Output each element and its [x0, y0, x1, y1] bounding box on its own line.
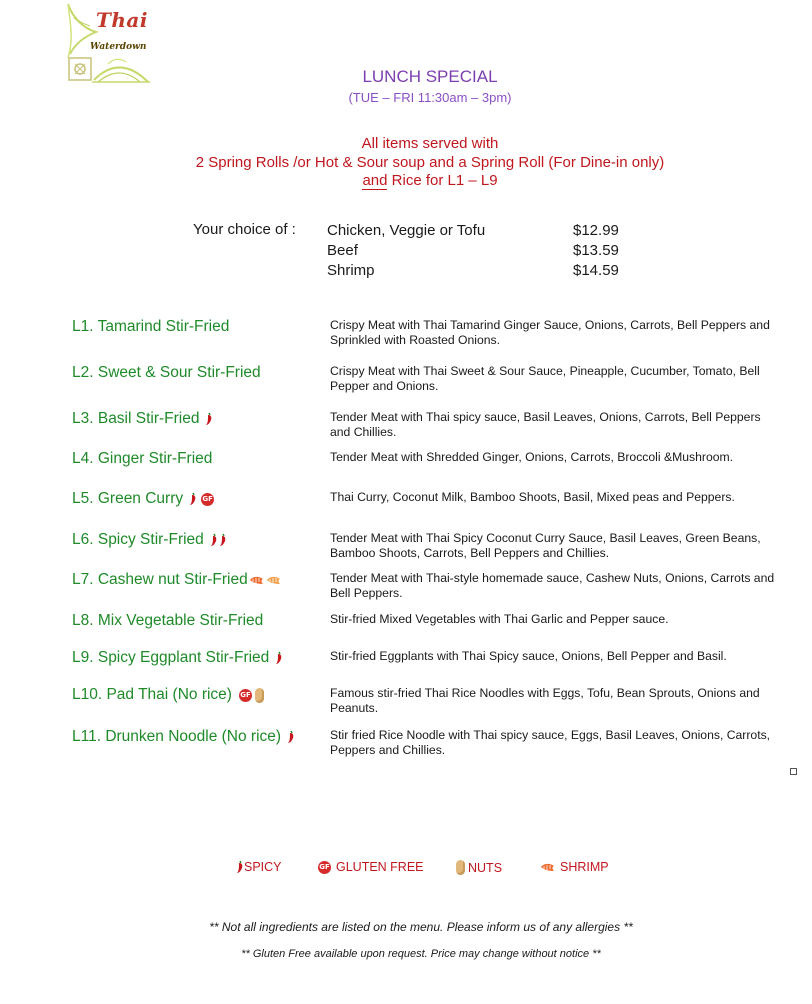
gluten-free-icon: GF — [201, 493, 214, 506]
menu-item-name — [72, 490, 214, 508]
choice-option-price: $13.59 — [573, 242, 619, 259]
gluten-free-icon: GF — [318, 861, 331, 874]
served-line-3 — [0, 172, 812, 191]
allergy-note: ** Not all ingredients are listed on the menu. Please inform us of any allergies ** — [209, 920, 633, 934]
legend-shrimp — [540, 860, 609, 874]
menu-item-description: Tender Meat with Thai-style homemade sauce, Cashew Nuts, Onions, Carrots and Bell Peppers. — [330, 571, 775, 600]
gluten-free-icon: GF — [239, 689, 252, 702]
legend-nuts — [456, 860, 502, 875]
choice-options — [327, 221, 485, 281]
chili-icon — [189, 492, 197, 506]
item-label: L11. Drunken Noodle (No rice) — [72, 728, 282, 745]
menu-item-description: Thai Curry, Coconut Milk, Bamboo Shoots, Basil, Mixed peas and Peppers. — [330, 490, 735, 504]
menu-item-name — [72, 612, 263, 630]
menu-item-name — [72, 450, 212, 468]
choice-option-price: $14.59 — [573, 262, 619, 279]
chili-icon — [219, 533, 227, 547]
chili-icon — [210, 533, 218, 547]
served-line-2: 2 Spring Rolls /or Hot & Sour soup and a Spring Roll (For Dine-in only) — [195, 153, 665, 171]
chili-icon — [236, 860, 244, 874]
choice-label: Your choice of : — [193, 221, 296, 238]
menu-item-description: Tender Meat with Thai Spicy Coconut Curry Sauce, Basil Leaves, Green Beans, Bamboo Shoots, Carrots, Bell Peppers and Chillies. — [330, 531, 761, 560]
item-label: L5. Green Curry — [72, 490, 184, 507]
menu-item-description: Stir fried Rice Noodle with Thai spicy sauce, Eggs, Basil Leaves, Onions, Carrots, Peppers and Chillies. — [330, 728, 771, 757]
served-line-1: All items served with — [361, 135, 499, 152]
legend-label: SPICY — [244, 860, 282, 874]
menu-item-name — [72, 571, 282, 589]
chili-icon — [275, 651, 283, 665]
legend-label: NUTS — [468, 860, 503, 875]
menu-item-description: Crispy Meat with Thai Sweet & Sour Sauce, Pineapple, Cucumber, Tomato, Bell Pepper and Onions. — [330, 364, 760, 393]
item-label: L8. Mix Vegetable Stir-Fried — [72, 612, 264, 629]
chili-icon — [287, 730, 295, 744]
lunch-hours: (TUE – FRI 11:30am – 3pm) — [348, 90, 512, 105]
legend-label: GLUTEN FREE — [336, 860, 424, 874]
logo-name: Thai — [96, 8, 148, 32]
menu-item-name — [72, 364, 261, 382]
menu-item-name — [72, 686, 264, 704]
menu-item-description: Crispy Meat with Thai Tamarind Ginger Sauce, Onions, Carrots, Bell Peppers and Sprinkled with Roasted Onions. — [330, 318, 770, 347]
menu-item-description: Stir-fried Eggplants with Thai Spicy sauce, Onions, Bell Pepper and Basil. — [330, 649, 727, 663]
menu-item-name — [72, 649, 283, 667]
choice-option-name: Beef — [327, 242, 358, 259]
choice-option-name: Shrimp — [327, 262, 375, 279]
nut-icon — [255, 688, 264, 703]
anchor-marker — [790, 768, 797, 775]
served-line-3-word: and — [362, 172, 388, 189]
shrimp-icon — [249, 574, 265, 586]
shrimp-icon — [266, 574, 282, 586]
choice-option-price: $12.99 — [573, 222, 619, 239]
chili-icon — [205, 412, 213, 426]
legend-gluten-free — [318, 860, 424, 874]
item-label: L4. Ginger Stir-Fried — [72, 450, 213, 467]
menu-item-description: Tender Meat with Shredded Ginger, Onions, Carrots, Broccoli &Mushroom. — [330, 450, 734, 464]
item-label: L2. Sweet & Sour Stir-Fried — [72, 364, 261, 381]
item-label: L10. Pad Thai (No rice) — [72, 686, 232, 703]
menu-item-name — [72, 318, 229, 336]
legend-label: SHRIMP — [560, 860, 609, 874]
choice-prices — [573, 221, 619, 281]
item-label: L7. Cashew nut Stir-Fried — [72, 571, 248, 588]
item-label: L1. Tamarind Stir-Fried — [72, 318, 230, 335]
choice-option-name: Chicken, Veggie or Tofu — [327, 222, 486, 239]
item-label: L3. Basil Stir-Fried — [72, 410, 200, 427]
menu-item-name — [72, 410, 213, 428]
item-label: L6. Spicy Stir-Fried — [72, 531, 204, 548]
logo-subtitle: Waterdown — [90, 42, 147, 52]
menu-item-description: Tender Meat with Thai spicy sauce, Basil Leaves, Onions, Carrots, Bell Peppers and Chillies. — [330, 410, 761, 439]
gluten-free-note: ** Gluten Free available upon request. Price may change without notice ** — [241, 948, 601, 960]
item-label: L9. Spicy Eggplant Stir-Fried — [72, 649, 270, 666]
menu-item-name — [72, 728, 295, 746]
page-title: LUNCH SPECIAL — [362, 67, 498, 86]
served-line-3-rest: Rice for L1 – L9 — [387, 172, 498, 189]
menu-item-name — [72, 531, 227, 549]
menu-item-description: Famous stir-fried Thai Rice Noodles with Eggs, Tofu, Bean Sprouts, Onions and Peanuts. — [330, 686, 760, 715]
served-with-note — [0, 135, 812, 191]
menu-item-description: Stir-fried Mixed Vegetables with Thai Garlic and Pepper sauce. — [330, 612, 669, 626]
legend-spicy — [236, 860, 282, 874]
shrimp-icon — [540, 861, 556, 873]
nut-icon — [456, 860, 465, 875]
